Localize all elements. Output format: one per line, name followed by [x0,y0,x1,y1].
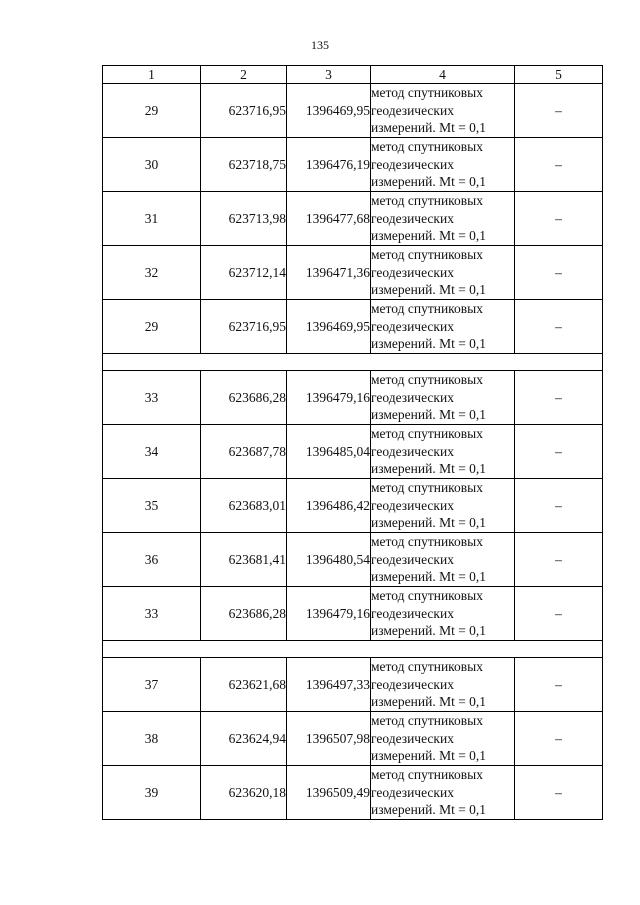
method-line: геодезических [371,318,454,334]
y-coordinate-cell: 1396479,16 [287,371,371,425]
table-row [103,712,603,766]
method-line: метод спутниковых [371,193,483,209]
method-line: геодезических [371,730,454,746]
notes-cell: – [515,138,603,192]
method-cell [371,192,515,246]
method-cell [371,138,515,192]
notes-cell: – [515,533,603,587]
method-cell [371,425,515,479]
y-coordinate-cell: 1396471,36 [287,246,371,300]
y-coordinate-cell: 1396509,49 [287,766,371,820]
notes-cell: – [515,246,603,300]
method-line: измерений. Mt = 0,1 [371,174,487,190]
method-line: геодезических [371,551,454,567]
x-coordinate-cell: 623713,98 [201,192,287,246]
table-row [103,658,603,712]
table-row [103,766,603,820]
method-cell [371,371,515,425]
method-line: измерений. Mt = 0,1 [371,336,487,352]
method-line: измерений. Mt = 0,1 [371,228,487,244]
y-coordinate-cell: 1396477,68 [287,192,371,246]
method-cell [371,246,515,300]
x-coordinate-cell: 623621,68 [201,658,287,712]
method-line: геодезических [371,605,454,621]
method-line: измерений. Mt = 0,1 [371,515,487,531]
table-row [103,300,603,354]
method-line: метод спутниковых [371,85,483,101]
column-header: 3 [287,66,371,84]
notes-cell: – [515,766,603,820]
x-coordinate-cell: 623716,95 [201,84,287,138]
method-line: геодезических [371,389,454,405]
point-number-cell: 30 [103,138,201,192]
method-line: измерений. Mt = 0,1 [371,407,487,423]
x-coordinate-cell: 623718,75 [201,138,287,192]
notes-cell: – [515,658,603,712]
x-coordinate-cell: 623620,18 [201,766,287,820]
method-cell [371,533,515,587]
method-line: геодезических [371,497,454,513]
table-row [103,533,603,587]
y-coordinate-cell: 1396497,33 [287,658,371,712]
point-number-cell: 38 [103,712,201,766]
page-number: 135 [311,38,329,52]
x-coordinate-cell: 623681,41 [201,533,287,587]
method-cell [371,479,515,533]
point-number-cell: 31 [103,192,201,246]
method-line: измерений. Mt = 0,1 [371,461,487,477]
method-cell [371,712,515,766]
table-row [103,138,603,192]
table-row [103,425,603,479]
point-number-cell: 34 [103,425,201,479]
method-line: геодезических [371,676,454,692]
y-coordinate-cell: 1396479,16 [287,587,371,641]
method-cell [371,587,515,641]
notes-cell: – [515,84,603,138]
method-line: измерений. Mt = 0,1 [371,694,487,710]
x-coordinate-cell: 623624,94 [201,712,287,766]
method-cell [371,300,515,354]
method-line: измерений. Mt = 0,1 [371,120,487,136]
notes-cell: – [515,479,603,533]
method-line: метод спутниковых [371,372,483,388]
notes-cell: – [515,371,603,425]
method-line: метод спутниковых [371,534,483,550]
notes-cell: – [515,712,603,766]
point-number-cell: 33 [103,371,201,425]
y-coordinate-cell: 1396469,95 [287,84,371,138]
method-line: метод спутниковых [371,659,483,675]
x-coordinate-cell: 623687,78 [201,425,287,479]
method-line: геодезических [371,443,454,459]
point-number-cell: 39 [103,766,201,820]
notes-cell: – [515,192,603,246]
method-line: измерений. Mt = 0,1 [371,282,487,298]
column-header: 4 [371,66,515,84]
x-coordinate-cell: 623686,28 [201,371,287,425]
column-header: 1 [103,66,201,84]
table-row [103,587,603,641]
y-coordinate-cell: 1396469,95 [287,300,371,354]
method-line: метод спутниковых [371,713,483,729]
method-cell [371,658,515,712]
y-coordinate-cell: 1396480,54 [287,533,371,587]
method-line: измерений. Mt = 0,1 [371,748,487,764]
column-header: 5 [515,66,603,84]
separator-cell [103,641,603,658]
column-header: 2 [201,66,287,84]
notes-cell: – [515,425,603,479]
method-line: метод спутниковых [371,247,483,263]
table-row [103,192,603,246]
method-line: измерений. Mt = 0,1 [371,623,487,639]
method-cell [371,84,515,138]
point-number-cell: 29 [103,300,201,354]
separator-cell [103,354,603,371]
method-line: метод спутниковых [371,480,483,496]
notes-cell: – [515,300,603,354]
point-number-cell: 37 [103,658,201,712]
section-separator-row [103,641,603,658]
table-row [103,246,603,300]
y-coordinate-cell: 1396485,04 [287,425,371,479]
method-line: геодезических [371,210,454,226]
x-coordinate-cell: 623686,28 [201,587,287,641]
method-line: метод спутниковых [371,426,483,442]
method-cell [371,766,515,820]
point-number-cell: 35 [103,479,201,533]
method-line: метод спутниковых [371,301,483,317]
method-line: измерений. Mt = 0,1 [371,569,487,585]
method-line: метод спутниковых [371,767,483,783]
point-number-cell: 29 [103,84,201,138]
y-coordinate-cell: 1396507,98 [287,712,371,766]
method-line: измерений. Mt = 0,1 [371,802,487,818]
point-number-cell: 32 [103,246,201,300]
section-separator-row [103,354,603,371]
coordinates-table [102,65,603,820]
method-line: геодезических [371,156,454,172]
x-coordinate-cell: 623712,14 [201,246,287,300]
notes-cell: – [515,587,603,641]
x-coordinate-cell: 623716,95 [201,300,287,354]
method-line: метод спутниковых [371,139,483,155]
x-coordinate-cell: 623683,01 [201,479,287,533]
method-line: метод спутниковых [371,588,483,604]
method-line: геодезических [371,264,454,280]
method-line: геодезических [371,784,454,800]
table-header-row [103,66,603,84]
table-row [103,479,603,533]
table-row [103,371,603,425]
y-coordinate-cell: 1396476,19 [287,138,371,192]
y-coordinate-cell: 1396486,42 [287,479,371,533]
table-row [103,84,603,138]
method-line: геодезических [371,102,454,118]
point-number-cell: 33 [103,587,201,641]
point-number-cell: 36 [103,533,201,587]
